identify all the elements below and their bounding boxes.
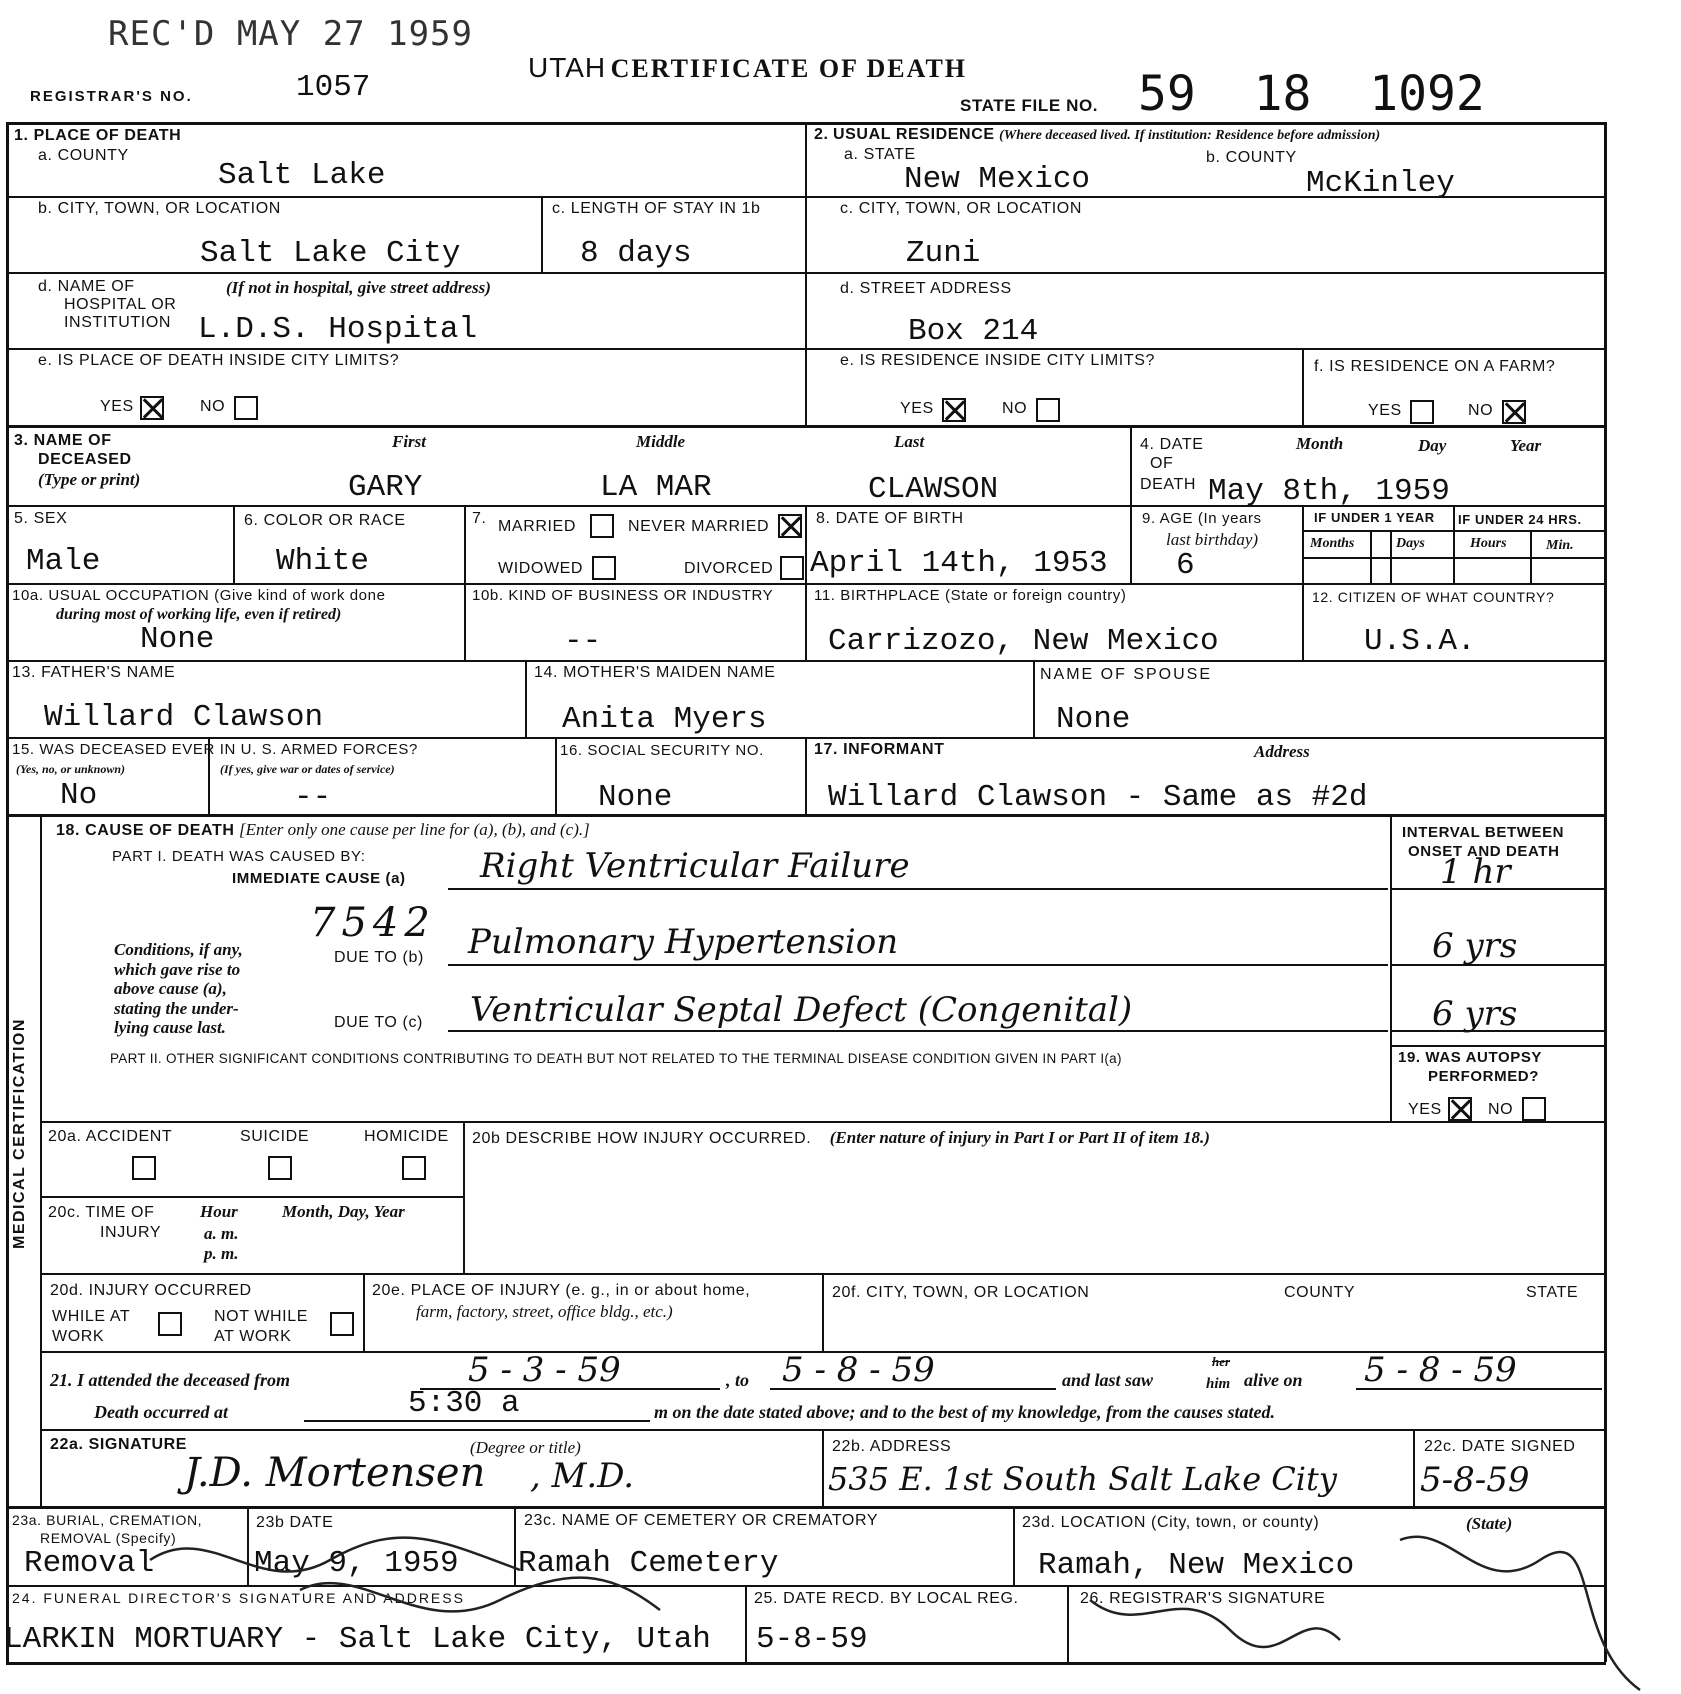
autopsy-label: 19. WAS AUTOPSY [1398, 1049, 1543, 1066]
res-inside-yes-label: YES [900, 400, 934, 417]
under-1-year-label: IF UNDER 1 YEAR [1314, 510, 1435, 525]
degree-label: (Degree or title) [470, 1438, 581, 1457]
homicide-label: HOMICIDE [364, 1128, 449, 1145]
while-at-work-checkbox[interactable] [158, 1312, 182, 1336]
conditions-line-3: above cause (a), [114, 979, 227, 998]
hospital-note: (If not in hospital, give street address) [226, 278, 491, 297]
conditions-line-5: lying cause last. [114, 1018, 226, 1037]
residence-city-label: c. CITY, TOWN, OR LOCATION [840, 200, 1082, 217]
inside-city-label: e. IS PLACE OF DEATH INSIDE CITY LIMITS? [38, 352, 400, 369]
suicide-label: SUICIDE [240, 1128, 310, 1145]
cause-header [56, 820, 590, 840]
conditions-line-2: which gave rise to [114, 960, 241, 979]
death-county: Salt Lake [218, 158, 386, 193]
death-occurred-rest: m on the date stated above; and to the best of my knowledge, from the causes stated. [654, 1402, 1275, 1422]
cemetery-location: Ramah, New Mexico [1038, 1548, 1355, 1583]
widowed-label: WIDOWED [498, 560, 584, 577]
residence-num: 2. [814, 126, 829, 143]
suicide-checkbox[interactable] [268, 1156, 292, 1180]
date-of-death: May 8th, 1959 [1208, 474, 1450, 509]
death-city: Salt Lake City [200, 236, 461, 271]
interval-c: 6 yrs [1432, 994, 1518, 1034]
place-of-death-num: 1. [14, 127, 29, 144]
work-label: WORK [52, 1328, 105, 1345]
farm-no-label: NO [1468, 402, 1494, 419]
last-saw-label: and last saw [1062, 1370, 1154, 1390]
autopsy-yes-checkbox[interactable] [1448, 1097, 1472, 1121]
hospital-label-2: HOSPITAL OR [64, 296, 177, 313]
date-signed: 5-8-59 [1420, 1460, 1530, 1500]
pm-label: p. m. [204, 1244, 239, 1263]
occupation-label-2: during most of working life, even if retired) [56, 606, 342, 623]
form-title [528, 52, 967, 84]
sex-label: 5. SEX [14, 510, 68, 527]
cemetery-name: Ramah Cemetery [518, 1546, 779, 1581]
married-label: MARRIED [498, 518, 576, 535]
residence-state-label: a. STATE [844, 146, 916, 163]
autopsy-yes-label: YES [1408, 1101, 1442, 1118]
middle-label: Middle [636, 432, 686, 451]
date-recd-label: 25. DATE RECD. BY LOCAL REG. [754, 1590, 1019, 1607]
hospital-name: L.D.S. Hospital [198, 312, 478, 347]
injury-state-label: STATE [1526, 1284, 1579, 1301]
residence-note: (Where deceased lived. If institution: Residence before admission) [999, 128, 1381, 143]
cause-header-note: [Enter only one cause per line for (a), (b), and (c).] [238, 820, 590, 839]
due-c-label: DUE TO (c) [334, 1014, 423, 1031]
burial-date: May 9, 1959 [254, 1546, 459, 1581]
armed-forces: No [60, 778, 98, 813]
interval-a: 1 hr [1440, 852, 1511, 892]
last-label: Last [894, 432, 925, 451]
burial-type: Removal [24, 1546, 155, 1581]
divorced-checkbox[interactable] [780, 556, 804, 580]
him-label: him [1206, 1376, 1231, 1392]
occupation-label: 10a. USUAL OCCUPATION (Give kind of work done [12, 587, 386, 604]
attended-to: 5 - 8 - 59 [782, 1350, 935, 1390]
divorced-label: DIVORCED [684, 560, 774, 577]
informant: Willard Clawson - Same as #2d [828, 780, 1368, 815]
registrar-no-label: REGISTRAR'S NO. [30, 88, 193, 105]
middle-name: LA MAR [600, 470, 712, 505]
war-dates: -- [294, 780, 332, 815]
physician-address: 535 E. 1st South Salt Lake City [828, 1460, 1337, 1498]
registrar-no: 1057 [296, 70, 371, 105]
am-label: a. m. [204, 1224, 239, 1243]
state-file-label: STATE FILE NO. [960, 96, 1099, 115]
hospital-label-1: d. NAME OF [38, 278, 135, 295]
medical-certification-label: MEDICAL CERTIFICATION [11, 1018, 28, 1249]
date-death-label: DEATH [1140, 476, 1197, 493]
part1-label: PART I. DEATH WAS CAUSED BY: [112, 848, 366, 865]
street-label: d. STREET ADDRESS [840, 280, 1012, 297]
day-label: Day [1418, 436, 1447, 455]
funeral-director-label: 24. FUNERAL DIRECTOR'S SIGNATURE AND ADDRESS [12, 1590, 465, 1606]
informant-label: 17. INFORMANT [814, 741, 945, 758]
citizenship: U.S.A. [1364, 624, 1476, 659]
deceased-label [14, 432, 112, 450]
residence-county-label: b. COUNTY [1206, 149, 1297, 166]
date-of-death-label: 4. DATE [1140, 436, 1204, 453]
her-label: her [1212, 1354, 1231, 1369]
alive-on-label: alive on [1244, 1370, 1303, 1390]
status-num: 7. [472, 510, 487, 527]
spouse-label: NAME OF SPOUSE [1040, 666, 1213, 683]
due-b-label: DUE TO (b) [334, 949, 424, 966]
business: -- [564, 624, 602, 659]
mother-label: 14. MOTHER'S MAIDEN NAME [534, 664, 776, 681]
time-of-injury-label: 20c. TIME OF [48, 1204, 155, 1221]
first-name: GARY [348, 470, 423, 505]
time-of-death: 5:30 a [408, 1386, 520, 1421]
inside-no-label: NO [200, 398, 226, 415]
age: 6 [1176, 548, 1195, 583]
while-at-label: WHILE AT [52, 1308, 131, 1325]
married-checkbox[interactable] [590, 514, 614, 538]
place-of-injury-label: 20e. PLACE OF INJURY (e. g., in or about home, [372, 1282, 751, 1299]
injury-county-label: COUNTY [1284, 1284, 1356, 1301]
city-label: b. CITY, TOWN, OR LOCATION [38, 200, 281, 217]
place-of-death-header [14, 127, 181, 145]
armed-note-2: (If yes, give war or dates of service) [220, 762, 395, 776]
attended-label: 21. I attended the deceased from [50, 1370, 290, 1390]
state-file-no: 59 18 1092 [1138, 66, 1485, 122]
armed-forces-label: 15. WAS DECEASED EVER IN U. S. ARMED FORCES? [12, 741, 418, 758]
deceased-num: 3. [14, 432, 29, 449]
residence-county: McKinley [1306, 166, 1455, 201]
due-to-c: Ventricular Septal Defect (Congenital) [470, 990, 1133, 1030]
farm-yes-label: YES [1368, 402, 1402, 419]
title-state: UTAH [528, 52, 607, 83]
mother-maiden-name: Anita Myers [562, 702, 767, 737]
res-inside-yes-checkbox[interactable] [942, 398, 966, 422]
burial-label: 23a. BURIAL, CREMATION, [12, 1512, 203, 1528]
last-saw-alive: 5 - 8 - 59 [1364, 1350, 1517, 1390]
farm-label: f. IS RESIDENCE ON A FARM? [1314, 358, 1556, 375]
conditions-line-1: Conditions, if any, [114, 940, 243, 959]
stay-label: c. LENGTH OF STAY IN 1b [552, 200, 761, 217]
cause-header-label: 18. CAUSE OF DEATH [56, 822, 235, 839]
last-name: CLAWSON [868, 472, 999, 507]
injury-occurred-label: 20d. INJURY OCCURRED [50, 1282, 252, 1299]
residence-title: USUAL RESIDENCE [833, 126, 995, 143]
autopsy-label-2: PERFORMED? [1428, 1068, 1539, 1085]
father-label: 13. FATHER'S NAME [12, 664, 176, 681]
residence-city: Zuni [906, 236, 981, 271]
autopsy-no-checkbox[interactable] [1522, 1097, 1546, 1121]
cemetery-label: 23c. NAME OF CEMETERY OR CREMATORY [524, 1512, 879, 1529]
place-of-death-title: PLACE OF DEATH [33, 127, 182, 144]
age-label-2: last birthday) [1166, 530, 1259, 549]
describe-injury-label [472, 1128, 1210, 1148]
length-of-stay: 8 days [580, 236, 692, 271]
immediate-cause: Right Ventricular Failure [480, 846, 910, 886]
interval-label: INTERVAL BETWEEN [1402, 824, 1565, 841]
death-occurred-label: Death occurred at [94, 1402, 228, 1422]
res-inside-no-checkbox[interactable] [1036, 398, 1060, 422]
cemetery-location-label: 23d. LOCATION (City, town, or county) [1022, 1514, 1320, 1531]
dob-label: 8. DATE OF BIRTH [816, 510, 964, 527]
res-inside-label: e. IS RESIDENCE INSIDE CITY LIMITS? [840, 352, 1155, 369]
part2-label: PART II. OTHER SIGNIFICANT CONDITIONS CONTRIBUTING TO DEATH BUT NOT RELATED TO THE TERMINAL DISEASE CONDITION GIVEN IN PART I(a) [110, 1051, 1122, 1066]
usual-occupation: None [140, 622, 215, 657]
deceased-label-2: DECEASED [38, 451, 132, 468]
inside-yes-checkbox[interactable] [140, 396, 164, 420]
widowed-checkbox[interactable] [592, 556, 616, 580]
received-stamp: REC'D MAY 27 1959 [108, 14, 473, 54]
deceased-label-3: (Type or print) [38, 470, 141, 489]
mdy-label: Month, Day, Year [282, 1202, 405, 1221]
business-label: 10b. KIND OF BUSINESS OR INDUSTRY [472, 587, 774, 604]
title-rest: CERTIFICATE OF DEATH [610, 54, 968, 83]
hospital-label-3: INSTITUTION [64, 314, 172, 331]
place-of-injury-label-2: farm, factory, street, office bldg., etc.) [416, 1302, 673, 1321]
race-label: 6. COLOR OR RACE [244, 512, 406, 529]
accident-label: 20a. ACCIDENT [48, 1128, 173, 1145]
homicide-checkbox[interactable] [402, 1156, 426, 1180]
immediate-cause-label: IMMEDIATE CAUSE (a) [232, 870, 406, 887]
autopsy-no-label: NO [1488, 1101, 1514, 1118]
interval-label-2: ONSET AND DEATH [1408, 843, 1560, 860]
date-of-birth: April 14th, 1953 [810, 546, 1108, 581]
deceased-label-1: NAME OF [33, 432, 112, 449]
informant-address-label: Address [1254, 742, 1310, 761]
interval-b: 6 yrs [1432, 926, 1518, 966]
birthplace-label: 11. BIRTHPLACE (State or foreign country) [814, 587, 1127, 604]
describe-injury-note: (Enter nature of injury in Part I or Part II of item 18.) [829, 1128, 1210, 1147]
min-label: Min. [1546, 538, 1574, 553]
street-address: Box 214 [908, 314, 1039, 349]
date-signed-label: 22c. DATE SIGNED [1424, 1438, 1576, 1455]
accident-checkbox[interactable] [132, 1156, 156, 1180]
residence-state: New Mexico [904, 162, 1091, 197]
not-while-at-work-checkbox[interactable] [330, 1312, 354, 1336]
funeral-director: LARKIN MORTUARY - Salt Lake City, Utah [4, 1622, 711, 1657]
disease-code: 7542 [310, 900, 436, 946]
due-to-b: Pulmonary Hypertension [468, 922, 899, 962]
hours-label: Hours [1470, 536, 1507, 551]
burial-label-2: REMOVAL (Specify) [40, 1530, 177, 1546]
months-label: Months [1310, 536, 1355, 551]
cemetery-state-label: (State) [1466, 1514, 1513, 1533]
hour-label: Hour [200, 1202, 238, 1221]
sex: Male [26, 544, 101, 579]
farm-no-checkbox[interactable] [1502, 400, 1526, 424]
citizen-label: 12. CITIZEN OF WHAT COUNTRY? [1312, 589, 1555, 605]
year-label: Year [1510, 436, 1542, 455]
never-married-checkbox[interactable] [778, 514, 802, 538]
physician-address-label: 22b. ADDRESS [832, 1438, 952, 1455]
describe-injury-text: 20b DESCRIBE HOW INJURY OCCURRED. [472, 1130, 812, 1147]
injury-city-label: 20f. CITY, TOWN, OR LOCATION [832, 1284, 1090, 1301]
time-of-injury-label-2: INJURY [100, 1224, 162, 1241]
burial-date-label: 23b DATE [256, 1514, 334, 1531]
not-while-label: NOT WHILE [214, 1308, 309, 1325]
first-label: First [392, 432, 427, 451]
race: White [276, 544, 370, 579]
inside-yes-label: YES [100, 398, 134, 415]
to-label: , to [726, 1370, 750, 1390]
age-label: 9. AGE (In years [1142, 510, 1262, 527]
conditions-line-4: stating the under- [114, 999, 239, 1018]
county-label: a. COUNTY [38, 147, 129, 164]
date-of-label: OF [1150, 455, 1174, 472]
days-label: Days [1396, 536, 1425, 551]
at-work-label: AT WORK [214, 1328, 292, 1345]
residence-header [814, 126, 1380, 144]
physician-signature: J.D. Mortensen [184, 1450, 486, 1496]
farm-yes-checkbox[interactable] [1410, 400, 1434, 424]
signature-label: 22a. SIGNATURE [50, 1436, 188, 1453]
date-recd: 5-8-59 [756, 1622, 868, 1657]
birthplace: Carrizozo, New Mexico [828, 624, 1219, 659]
never-married-label: NEVER MARRIED [628, 518, 770, 535]
under-24-hrs-label: IF UNDER 24 HRS. [1458, 512, 1582, 527]
res-inside-no-label: NO [1002, 400, 1028, 417]
month-label: Month [1296, 434, 1344, 453]
ssn-label: 16. SOCIAL SECURITY NO. [560, 742, 764, 759]
armed-note-1: (Yes, no, or unknown) [16, 762, 126, 776]
registrar-signature-label: 26. REGISTRAR'S SIGNATURE [1080, 1590, 1326, 1607]
social-security-no: None [598, 780, 673, 815]
physician-degree: , M.D. [530, 1456, 635, 1496]
inside-no-checkbox[interactable] [234, 396, 258, 420]
spouse-name: None [1056, 702, 1131, 737]
father-name: Willard Clawson [44, 700, 324, 735]
attended-from: 5 - 3 - 59 [468, 1350, 621, 1390]
